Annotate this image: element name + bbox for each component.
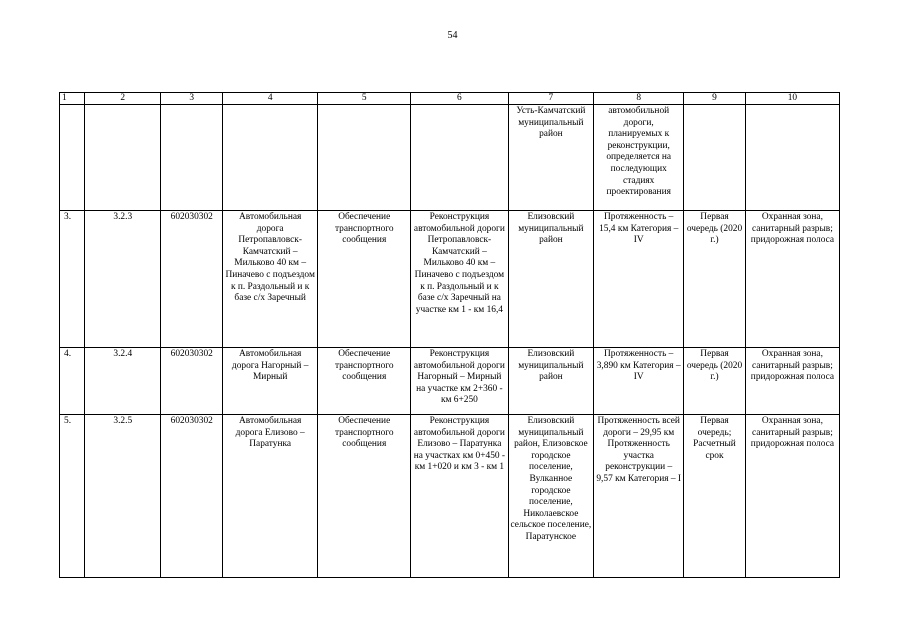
purpose-cell: Обеспечение транспортного сообщения [318,348,411,415]
header-cell: 7 [508,93,594,105]
stage-cell: Первая очередь (2020 г.) [684,211,746,348]
classifier-cell: 602030302 [161,415,223,578]
object-name-cell: Автомобильная дорога Нагорный – Мирный [223,348,318,415]
page-number: 54 [447,30,458,41]
object-name-cell: Автомобильная дорога Петропавловск-Камчатский – Мильково 40 км – Пиначево с подъездом к п. Раздольный и к базе с/х Заречный [223,211,318,348]
header-cell: 3 [161,93,223,105]
table-row [60,105,840,211]
infrastructure-table [59,92,840,578]
work-type-cell: Реконструкция автомобильной дороги Петропавловск-Камчатский – Мильково 40 км – Пиначево с подъездом к п. Раздольный и к базе с/х Заречный на участке км 1 - км 16,4 [411,211,508,348]
work-type-cell [411,105,508,211]
header-cell: 2 [85,93,161,105]
code-cell [85,105,161,211]
table-row [60,415,840,578]
table-row [60,211,840,348]
classifier-cell [161,105,223,211]
classifier-cell: 602030302 [161,211,223,348]
stage-cell: Первая очередь (2020 г.) [684,348,746,415]
location-cell: Усть-Камчатский муниципальный район [508,105,594,211]
characteristics-cell: автомобильной дороги, планируемых к реконструкции, определяется на последующих стадиях проектирования [594,105,684,211]
code-cell: 3.2.3 [85,211,161,348]
header-cell: 5 [318,93,411,105]
code-cell: 3.2.5 [85,415,161,578]
header-cell: 9 [684,93,746,105]
table-row [60,348,840,415]
header-cell: 8 [594,93,684,105]
stage-cell [684,105,746,211]
work-type-cell: Реконструкция автомобильной дороги Нагорный – Мирный на участке км 2+360 - км 6+250 [411,348,508,415]
zone-cell [745,105,839,211]
object-name-cell [223,105,318,211]
characteristics-cell: Протяженность – 3,890 км Категория – IV [594,348,684,415]
row-number-cell: 4. [60,348,85,415]
row-number-cell: 3. [60,211,85,348]
location-cell: Елизовский муниципальный район [508,348,594,415]
header-cell: 4 [223,93,318,105]
row-number-cell [60,105,85,211]
purpose-cell [318,105,411,211]
header-cell: 1 [60,93,85,105]
code-cell: 3.2.4 [85,348,161,415]
header-cell: 10 [745,93,839,105]
characteristics-cell: Протяженность всей дороги – 29,95 км Протяженность участка реконструкции – 9,57 км Категория – I [594,415,684,578]
row-number-cell: 5. [60,415,85,578]
classifier-cell: 602030302 [161,348,223,415]
zone-cell: Охранная зона, санитарный разрыв; придорожная полоса [745,348,839,415]
purpose-cell: Обеспечение транспортного сообщения [318,415,411,578]
table-header-row [60,93,840,105]
zone-cell: Охранная зона, санитарный разрыв; придорожная полоса [745,415,839,578]
work-type-cell: Реконструкция автомобильной дороги Елизово – Паратунка на участках км 0+450 - км 1+020 и км 3 - км 1 [411,415,508,578]
stage-cell: Первая очередь; Расчетный срок [684,415,746,578]
location-cell: Елизовский муниципальный район [508,211,594,348]
location-cell: Елизовский муниципальный район, Елизовское городское поселение, Вулканное городское поселение, Николаевское сельское поселение, Паратунское [508,415,594,578]
characteristics-cell: Протяженность – 15,4 км Категория – IV [594,211,684,348]
purpose-cell: Обеспечение транспортного сообщения [318,211,411,348]
zone-cell: Охранная зона, санитарный разрыв; придорожная полоса [745,211,839,348]
object-name-cell: Автомобильная дорога Елизово – Паратунка [223,415,318,578]
header-cell: 6 [411,93,508,105]
